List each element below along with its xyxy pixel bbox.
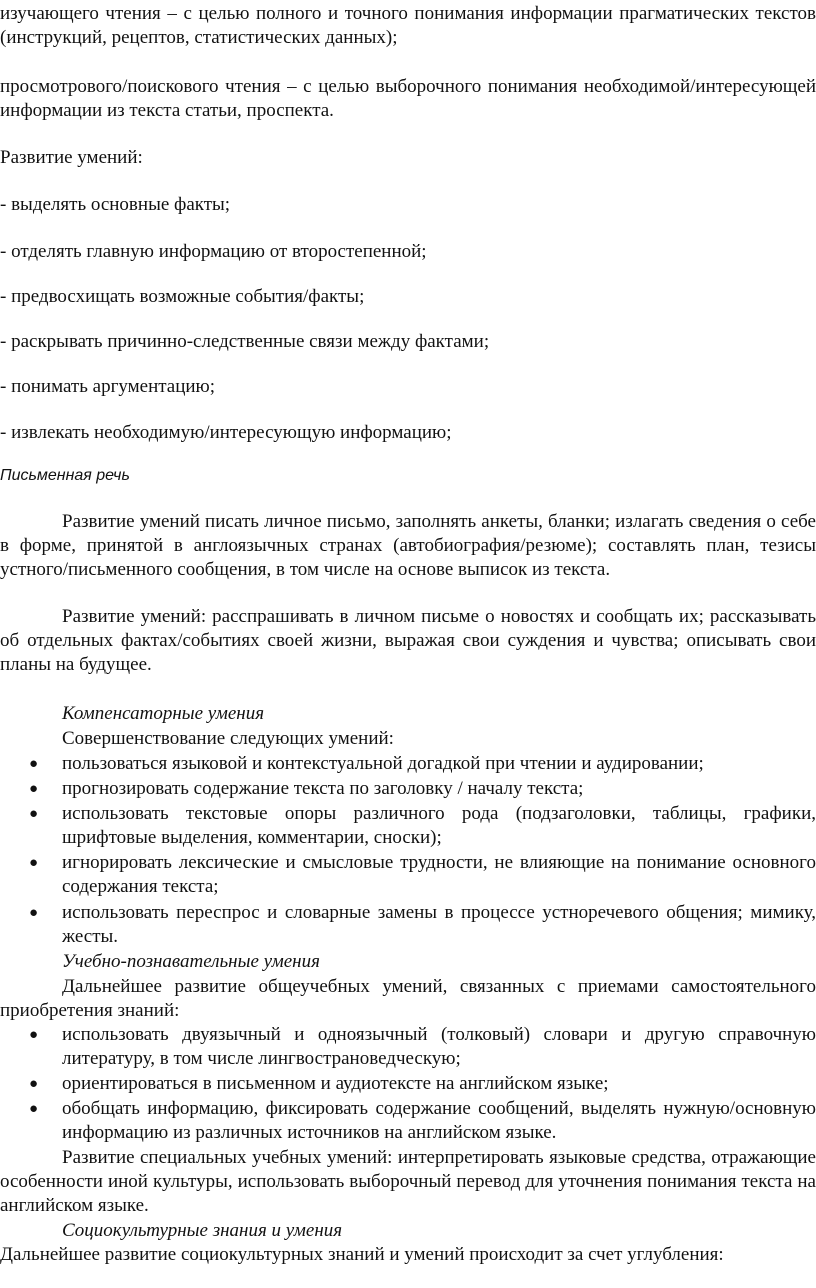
writing-paragraph: Развитие умений писать личное письмо, заполнять анкеты, бланки; излагать сведения о себе в форме, принятой в англоязычных странах (автобиография/резюме); составлять план, тезисы устного/письменного сообщения, в том числе на основе выписок из текста. xyxy=(0,511,816,580)
list-item xyxy=(29,901,816,949)
bullet-dot-icon: ● xyxy=(29,781,39,797)
list-item xyxy=(29,752,816,776)
intro-paragraph-scanning-reading: просмотрового/поискового чтения – с целью выборочного понимания необходимой/интересующей информации из текста статьи, проспекта. xyxy=(0,76,816,121)
list-item-text: использовать двуязычный и одноязычный (толковый) словари и другую справочную литературу, в том числе лингвострановедческую; xyxy=(62,1024,816,1069)
skill-item: - раскрывать причинно-следственные связи между фактами; xyxy=(0,331,490,352)
compensatory-heading: Компенсаторные умения xyxy=(62,703,265,724)
list-item xyxy=(29,1072,816,1096)
learning-special-paragraph: Развитие специальных учебных умений: интерпретировать языковые средства, отражающие особенности иной культуры, использовать выборочный перевод для уточнения понимания текста на английском языке. xyxy=(0,1147,816,1216)
list-item xyxy=(29,851,816,899)
skill-item: - понимать аргументацию; xyxy=(0,376,216,397)
intro-paragraph-intensive-reading: изучающего чтения – с целью полного и точного понимания информации прагматических текстов (инструкций, рецептов, статистических данных); xyxy=(0,3,816,48)
skill-item: - выделять основные факты; xyxy=(0,194,231,215)
list-item xyxy=(29,1097,816,1145)
list-item-text: игнорировать лексические и смысловые трудности, не влияющие на понимание основного содержания текста; xyxy=(62,852,816,897)
list-item xyxy=(29,802,816,850)
list-item-text: пользоваться языковой и контекстуальной догадкой при чтении и аудировании; xyxy=(62,753,704,774)
bullet-dot-icon: ● xyxy=(29,1101,39,1117)
list-item-text: обобщать информацию, фиксировать содержание сообщений, выделять нужную/основную информацию из различных источников на английском языке. xyxy=(62,1098,816,1143)
sociocultural-paragraph: Дальнейшее развитие социокультурных знаний и умений происходит за счет углубления: xyxy=(0,1244,724,1265)
bullet-dot-icon: ● xyxy=(29,855,39,871)
bullet-dot-icon: ● xyxy=(29,806,39,822)
skills-heading: Развитие умений: xyxy=(0,147,143,168)
bullet-dot-icon: ● xyxy=(29,1027,39,1043)
list-item-text: использовать переспрос и словарные замены в процессе устноречевого общения; мимику, жесты. xyxy=(62,902,816,947)
skill-item: - отделять главную информацию от второстепенной; xyxy=(0,241,427,262)
bullet-dot-icon: ● xyxy=(29,1076,39,1092)
learning-intro: Дальнейшее развитие общеучебных умений, связанных с приемами самостоятельного приобретения знаний: xyxy=(0,976,816,1021)
list-item-text: ориентироваться в письменном и аудиотексте на английском языке; xyxy=(62,1073,609,1094)
sociocultural-heading: Социокультурные знания и умения xyxy=(62,1220,343,1241)
list-item xyxy=(29,1023,816,1071)
bullet-dot-icon: ● xyxy=(29,756,39,772)
bullet-dot-icon: ● xyxy=(29,905,39,921)
list-item-text: использовать текстовые опоры различного рода (подзаголовки, таблицы, графики, шрифтовые выделения, комментарии, сноски); xyxy=(62,803,816,848)
writing-paragraph: Развитие умений: расспрашивать в личном письме о новостях и сообщать их; рассказывать об отдельных фактах/событиях своей жизни, выражая свои суждения и чувства; описывать свои планы на будущее. xyxy=(0,606,816,675)
list-item-text: прогнозировать содержание текста по заголовку / началу текста; xyxy=(62,778,584,799)
skill-item: - извлекать необходимую/интересующую информацию; xyxy=(0,422,452,443)
skill-item: - предвосхищать возможные события/факты; xyxy=(0,286,365,307)
compensatory-intro: Совершенствование следующих умений: xyxy=(62,728,394,749)
list-item xyxy=(29,777,816,801)
writing-heading: Письменная речь xyxy=(0,467,130,484)
learning-heading: Учебно-познавательные умения xyxy=(62,951,320,972)
